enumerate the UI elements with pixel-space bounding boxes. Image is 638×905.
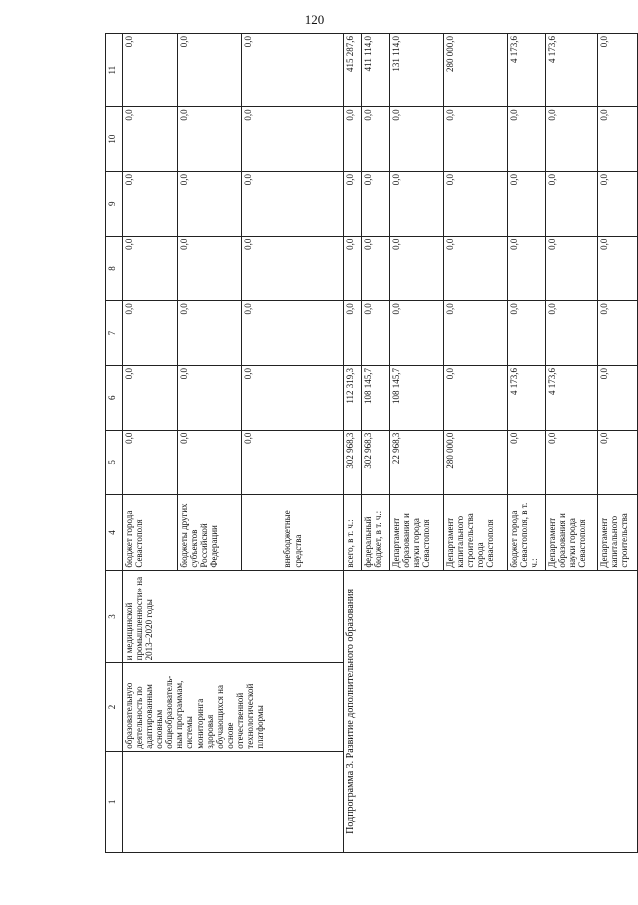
value-cell: 0,0 <box>178 236 242 301</box>
value-cell: 302 968,3 <box>362 430 390 495</box>
value-cell: 0,0 <box>546 301 598 366</box>
value-cell: 0,0 <box>546 430 598 495</box>
funding-source: бюджет города Севастополя <box>123 495 178 570</box>
value-cell: 0,0 <box>390 301 444 366</box>
value-cell: 0,0 <box>362 236 390 301</box>
column-numbers-row <box>106 34 123 853</box>
value-cell: 0,0 <box>344 171 362 236</box>
rotated-table-canvas <box>105 33 630 853</box>
value-cell: 0,0 <box>390 171 444 236</box>
value-cell: 0,0 <box>508 236 546 301</box>
funding-source: Департамент капитального строительства <box>598 495 638 570</box>
funding-source: федеральный бюджет, в т. ч.: <box>362 495 390 570</box>
value-cell: 112 319,3 <box>344 365 362 430</box>
value-cell: 0,0 <box>508 171 546 236</box>
budget-table <box>105 33 638 853</box>
value-cell: 0,0 <box>242 365 344 430</box>
funding-source: внебюджетные средства <box>242 495 344 570</box>
section1-empty-cell <box>123 751 344 852</box>
value-cell: 0,0 <box>123 107 178 172</box>
value-cell: 411 114,0 <box>362 34 390 107</box>
funding-source: Департамент капитального строительства города Севастополя <box>444 495 508 570</box>
value-cell: 0,0 <box>242 34 344 107</box>
value-cell: 0,0 <box>178 107 242 172</box>
value-cell: 0,0 <box>508 107 546 172</box>
value-cell: 0,0 <box>598 365 638 430</box>
value-cell: 0,0 <box>546 171 598 236</box>
section1-program: и медицинской промышленности» на 2013–2020 годы <box>123 570 344 663</box>
funding-source: Департамент образования и науки города Севастополя <box>546 495 598 570</box>
value-cell: 0,0 <box>444 236 508 301</box>
value-cell: 0,0 <box>123 301 178 366</box>
value-cell: 280 000,0 <box>444 430 508 495</box>
value-cell: 0,0 <box>242 430 344 495</box>
value-cell: 0,0 <box>123 34 178 107</box>
value-cell: 0,0 <box>598 34 638 107</box>
value-cell: 0,0 <box>444 171 508 236</box>
value-cell: 0,0 <box>444 301 508 366</box>
column-number: 11 <box>106 34 123 107</box>
value-cell: 0,0 <box>344 236 362 301</box>
value-cell: 4 173,6 <box>508 365 546 430</box>
value-cell: 108 145,7 <box>390 365 444 430</box>
value-cell: 22 968,3 <box>390 430 444 495</box>
column-number: 8 <box>106 236 123 301</box>
subprogram-title: Подпрограмма 3. Развитие дополнительного образования <box>344 570 638 852</box>
value-cell: 0,0 <box>344 301 362 366</box>
value-cell: 0,0 <box>242 171 344 236</box>
table-row <box>344 34 362 853</box>
value-cell: 0,0 <box>598 107 638 172</box>
funding-source: всего, в т. ч.: <box>344 495 362 570</box>
value-cell: 0,0 <box>123 171 178 236</box>
table-row <box>123 34 178 853</box>
value-cell: 0,0 <box>508 301 546 366</box>
value-cell: 131 114,0 <box>390 34 444 107</box>
value-cell: 0,0 <box>178 301 242 366</box>
value-cell: 0,0 <box>178 430 242 495</box>
value-cell: 4 173,6 <box>508 34 546 107</box>
value-cell: 0,0 <box>242 107 344 172</box>
value-cell: 0,0 <box>444 365 508 430</box>
value-cell: 0,0 <box>242 301 344 366</box>
value-cell: 0,0 <box>344 107 362 172</box>
column-number: 10 <box>106 107 123 172</box>
value-cell: 0,0 <box>598 236 638 301</box>
value-cell: 0,0 <box>123 365 178 430</box>
value-cell: 280 000,0 <box>444 34 508 107</box>
section1-activity: образовательную деятельность по адаптированным основным общеобразователь-ным программам, системы мониторинга здоровья обучающихся на основе отечественной технологической платформы <box>123 663 344 751</box>
value-cell: 0,0 <box>362 107 390 172</box>
value-cell: 4 173,6 <box>546 365 598 430</box>
column-number: 6 <box>106 365 123 430</box>
rotated-table-frame <box>105 33 630 853</box>
column-number: 7 <box>106 301 123 366</box>
value-cell: 0,0 <box>390 236 444 301</box>
value-cell: 302 968,3 <box>344 430 362 495</box>
value-cell: 0,0 <box>123 236 178 301</box>
value-cell: 0,0 <box>178 365 242 430</box>
value-cell: 4 173,6 <box>546 34 598 107</box>
value-cell: 0,0 <box>546 236 598 301</box>
value-cell: 0,0 <box>546 107 598 172</box>
column-number: 4 <box>106 495 123 570</box>
funding-source: Департамент образования и науки города Севастополя <box>390 495 444 570</box>
page-number: 120 <box>304 12 325 27</box>
value-cell: 0,0 <box>242 236 344 301</box>
funding-source: бюджет города Севастополя, в т. ч.: <box>508 495 546 570</box>
value-cell: 0,0 <box>178 34 242 107</box>
column-number: 2 <box>106 663 123 751</box>
value-cell: 0,0 <box>444 107 508 172</box>
value-cell: 415 287,6 <box>344 34 362 107</box>
column-number: 5 <box>106 430 123 495</box>
value-cell: 0,0 <box>598 171 638 236</box>
funding-source: бюджеты других субъектов Российской Федерации <box>178 495 242 570</box>
value-cell: 0,0 <box>362 171 390 236</box>
value-cell: 0,0 <box>390 107 444 172</box>
column-number: 3 <box>106 570 123 663</box>
value-cell: 0,0 <box>123 430 178 495</box>
value-cell: 0,0 <box>362 301 390 366</box>
column-number: 1 <box>106 751 123 852</box>
value-cell: 0,0 <box>508 430 546 495</box>
value-cell: 0,0 <box>598 301 638 366</box>
value-cell: 108 145,7 <box>362 365 390 430</box>
column-number: 9 <box>106 171 123 236</box>
value-cell: 0,0 <box>598 430 638 495</box>
value-cell: 0,0 <box>178 171 242 236</box>
